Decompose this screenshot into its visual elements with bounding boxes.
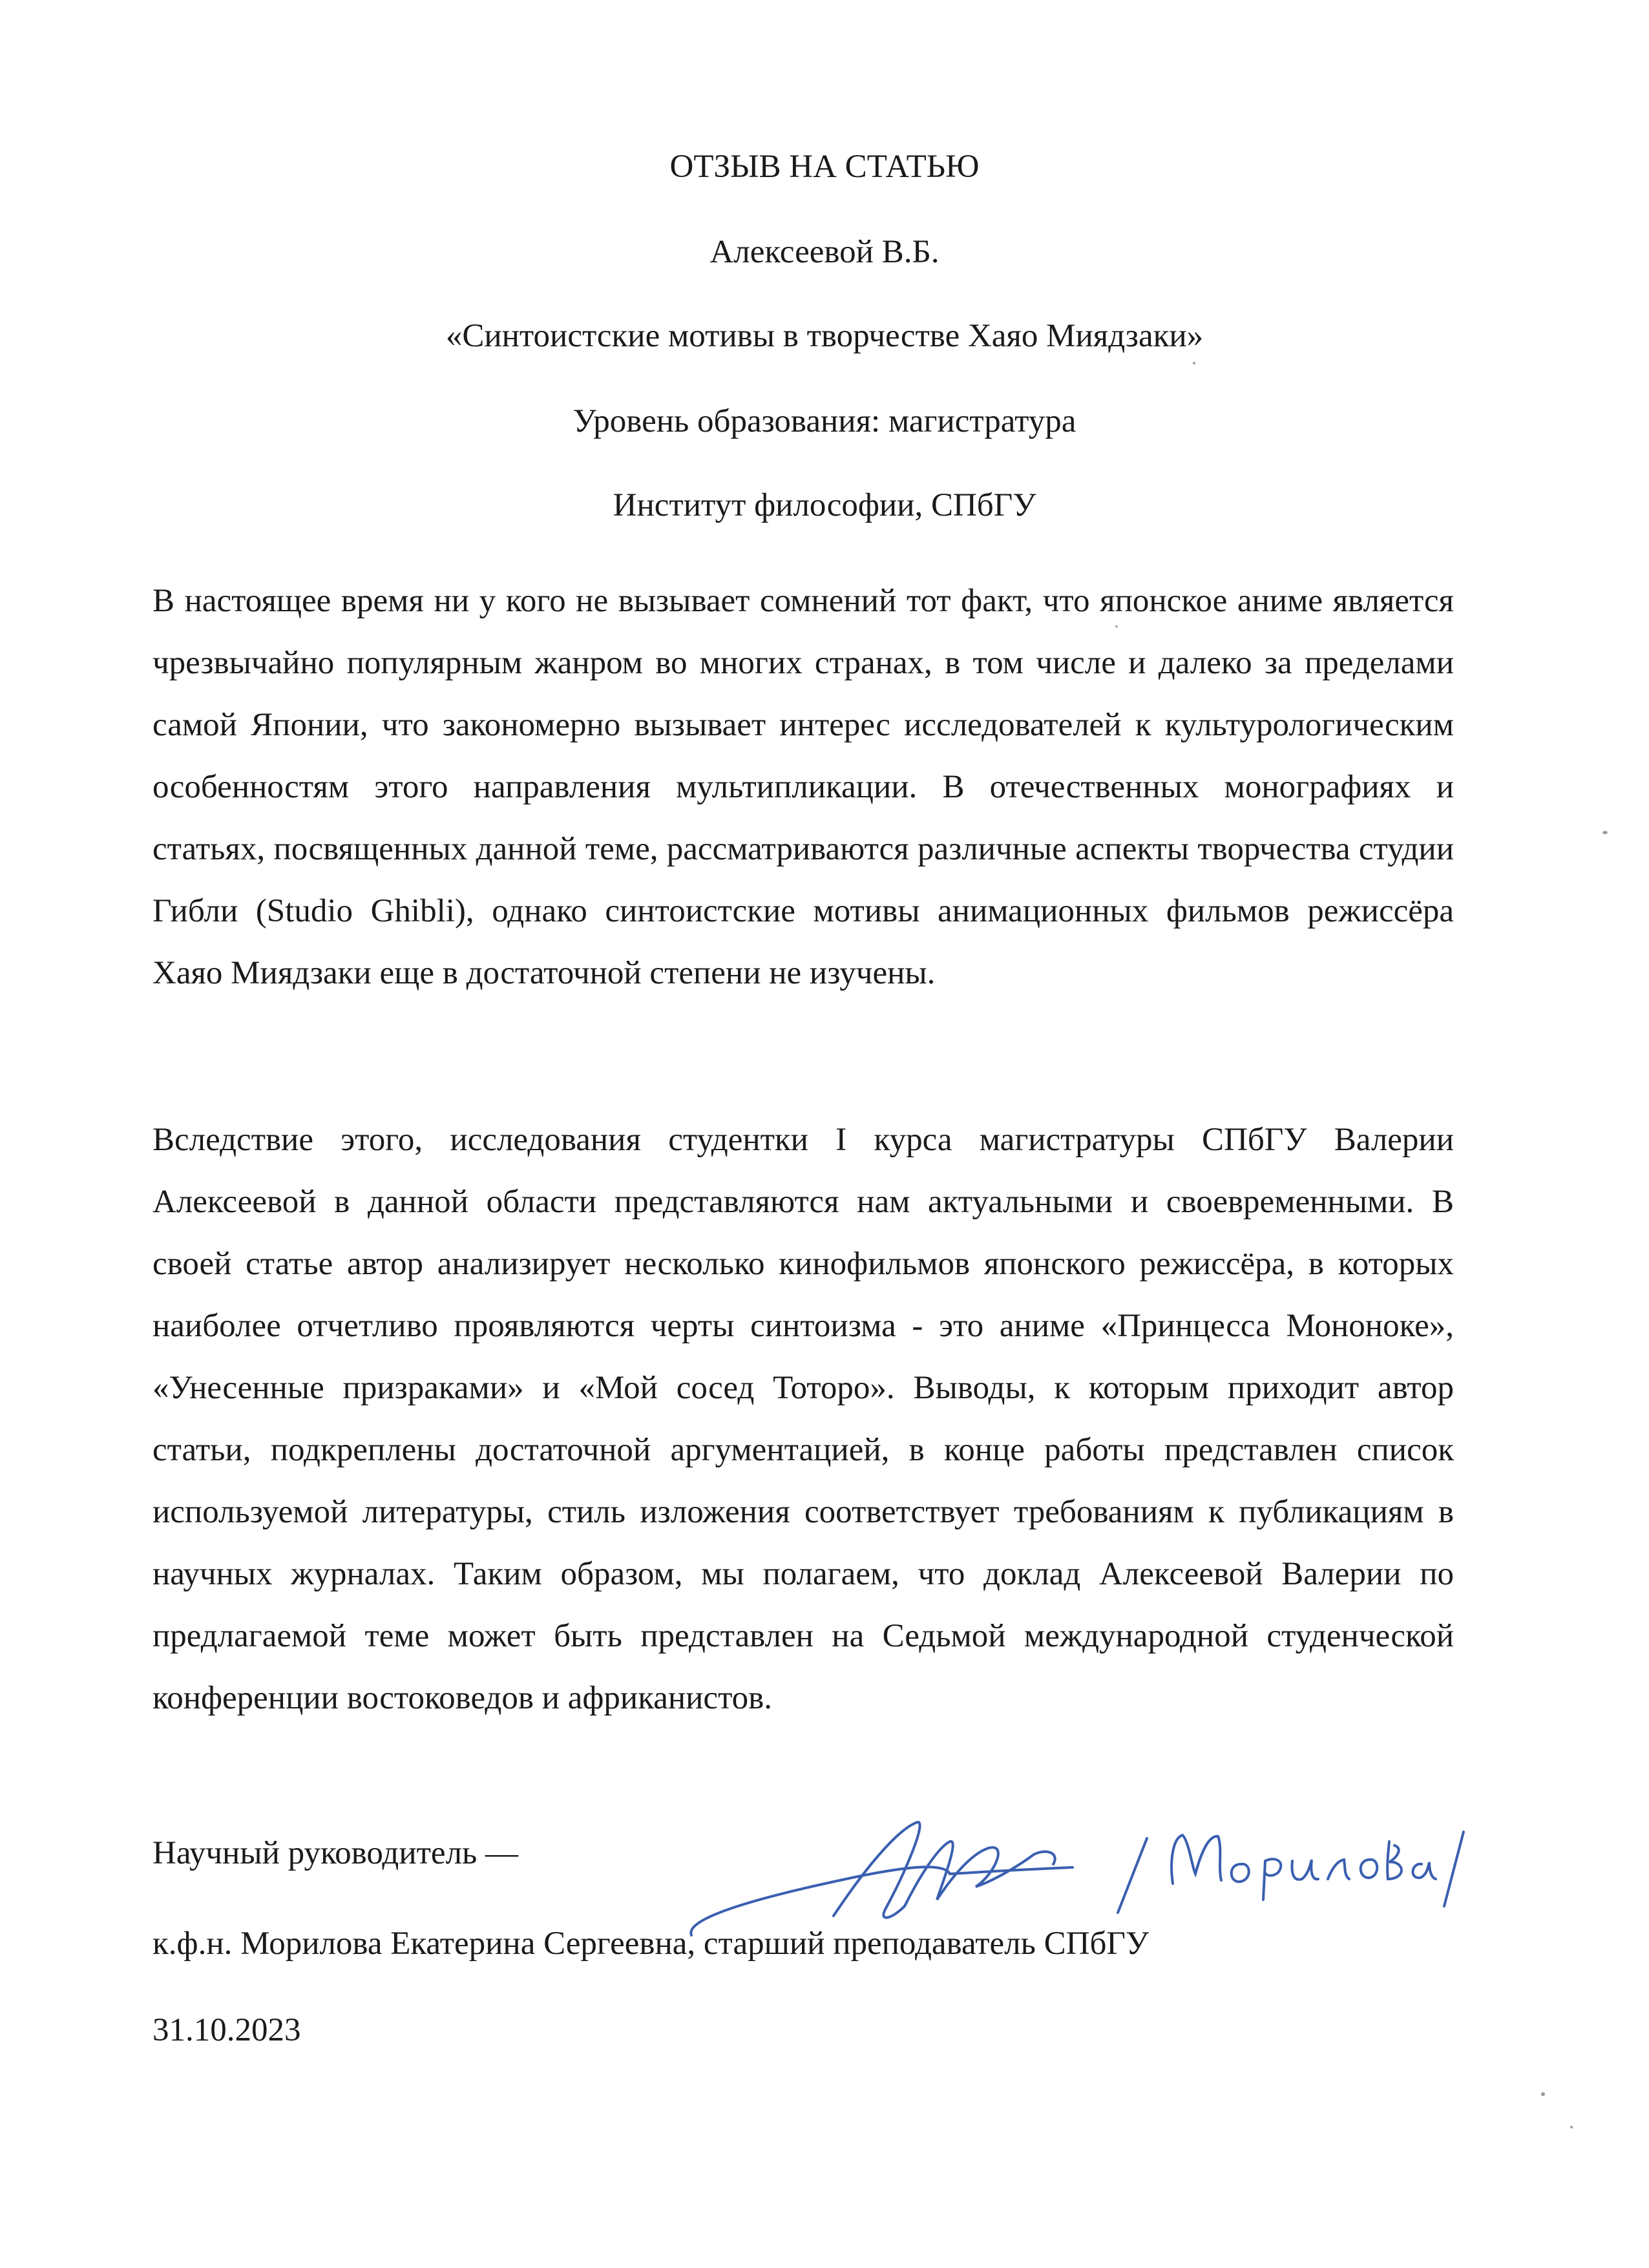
scan-speck	[1193, 362, 1195, 364]
education-level: Уровень образования: магистратура	[572, 403, 1077, 439]
scan-speck	[1115, 625, 1118, 627]
scan-speck	[1602, 831, 1608, 834]
scan-speck	[1570, 2126, 1573, 2128]
article-title: «Синтоистские мотивы в творчестве Хаяо Миядзаки»	[445, 318, 1204, 354]
article-author: Алексеевой В.Б.	[709, 234, 940, 270]
review-paragraph-1: В настоящее время ни у кого не вызывает сомнений тот факт, что японское аниме является чрезвычайно популярным жанром во многих странах, в том числе и далеко за пределами самой Японии, что закономерно вызывает интерес исследователей к культурологическим особенностям этого направления мультипликации. В отечественных монографиях и статьях, посвященных данной теме, рассматриваются различные аспекты творчества студии Гибли (Studio Ghibli), однако синтоистские мотивы анимационных фильмов режиссёра Хаяо Миядзаки еще в достаточной степени не изучены.	[152, 583, 1454, 991]
scan-speck	[1541, 2092, 1545, 2096]
supervisor-label: Научный руководитель —	[152, 1835, 519, 1871]
institute-name: Институт философии, СПбГУ	[613, 487, 1036, 523]
document-date: 31.10.2023	[152, 2012, 301, 2048]
review-paragraph-2: Вследствие этого, исследования студентки I курса магистратуры СПбГУ Валерии Алексеевой в данной области представляются нам актуальными и своевременными. В своей статье автор анализирует несколько кинофильмов японского режиссёра, в которых наиболее отчетливо проявляются черты синтоизма - это аниме «Принцесса Мононоке», «Унесенные призраками» и «Мой сосед Тоторо». Выводы, к которым приходит автор статьи, подкреплены достаточной аргументацией, в конце работы представлен список используемой литературы, стиль изложения соответствует требованиям к публикациям в научных журналах. Таким образом, мы полагаем, что доклад Алексеевой Валерии по предлагаемой теме может быть представлен на Седьмой международной студенческой конференции востоковедов и африканистов.	[152, 1122, 1454, 1716]
supervisor-name: к.ф.н. Морилова Екатерина Сергеевна, старший преподаватель СПбГУ	[152, 1926, 1150, 1962]
document-title: ОТЗЫВ НА СТАТЬЮ	[669, 149, 980, 185]
